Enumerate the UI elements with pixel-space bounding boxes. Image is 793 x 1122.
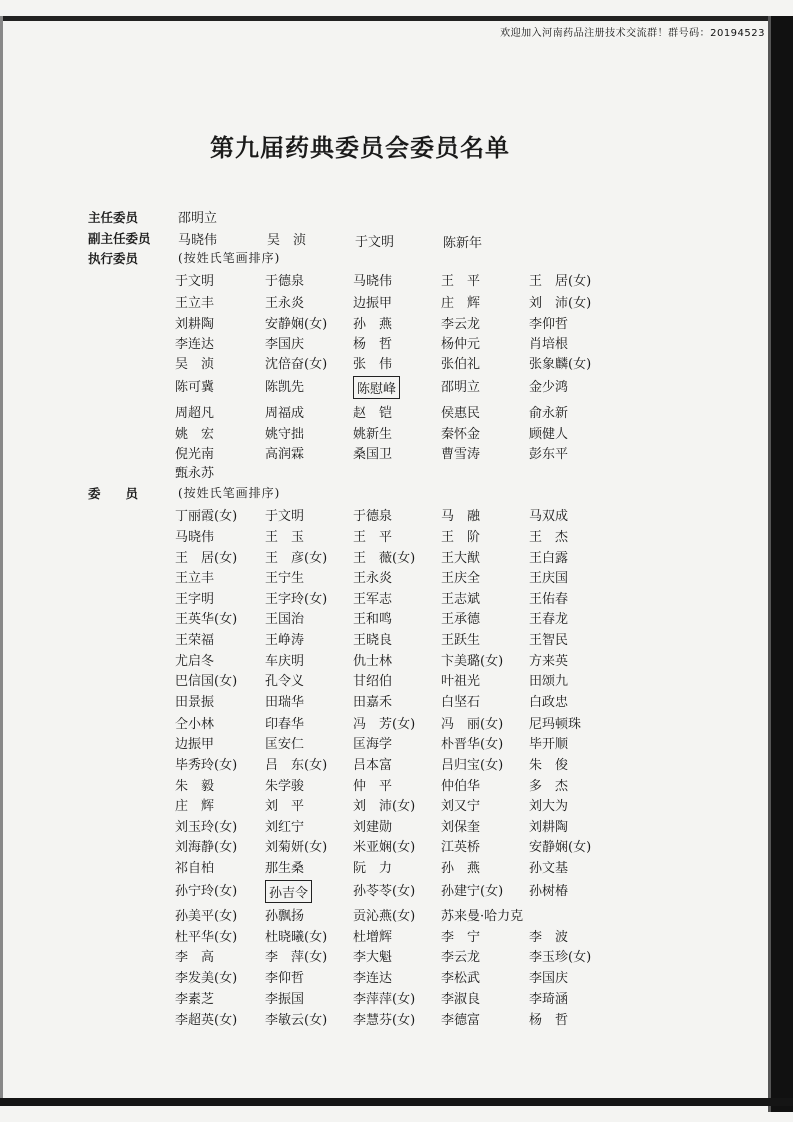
member-name: 李 波 (529, 930, 569, 945)
member-name: 匡海学 (353, 737, 393, 752)
member-name: 王 玉 (265, 530, 305, 545)
member-name: 姚新生 (353, 427, 393, 442)
member-name: 王 平 (441, 274, 481, 289)
member-name: 马 融 (441, 509, 481, 524)
member-name: 张伯礼 (441, 357, 481, 372)
member-name: 朱学骏 (265, 779, 305, 794)
member-name: 刘又宁 (441, 799, 481, 814)
member-name: 秦怀金 (441, 427, 481, 442)
member-name: 刘保奎 (441, 820, 481, 835)
member-name: 庄 辉 (441, 296, 481, 311)
member-name: 刘菊妍(女) (265, 840, 328, 855)
member-name: 田颂九 (529, 674, 569, 689)
member-name: 车庆明 (265, 654, 305, 669)
member-name: 王字玲(女) (265, 592, 328, 607)
member-name: 孙美平(女) (175, 909, 238, 924)
member-name: 李连达 (175, 337, 215, 352)
member-name: 高润霖 (265, 447, 305, 462)
exec-label: 执行委员 (88, 251, 139, 266)
member-name: 丁丽霞(女) (175, 509, 238, 524)
member-name: 刘 平 (265, 799, 305, 814)
member-name: 王白露 (529, 551, 569, 566)
member-name: 曹雪涛 (441, 447, 481, 462)
member-name: 叶祖光 (441, 674, 481, 689)
member-name: 李仰哲 (529, 317, 569, 332)
member-name: 白坚石 (441, 695, 481, 710)
member-label: 委 员 (88, 486, 139, 501)
member-name: 多 杰 (529, 779, 569, 794)
member-name: 田景振 (175, 695, 215, 710)
member-name: 陈凯先 (265, 380, 305, 395)
member-name: 孙吉令 (265, 880, 312, 903)
member-name: 毕开顺 (529, 737, 569, 752)
member-name: 王永炎 (265, 296, 305, 311)
member-name: 顾健人 (529, 427, 569, 442)
watermark-text: 欢迎加入河南药品注册技术交流群！群号码：20194523 (500, 28, 765, 39)
member-name: 王英华(女) (175, 612, 238, 627)
member-name: 王峥涛 (265, 633, 305, 648)
member-name: 王智民 (529, 633, 569, 648)
member-name: 沈倍奋(女) (265, 357, 328, 372)
member-name: 李松武 (441, 971, 481, 986)
exec-sort-note: (按姓氏笔画排序) (178, 251, 281, 265)
member-name: 孙飘扬 (265, 909, 305, 924)
member-name: 侯惠民 (441, 406, 481, 421)
member-name: 田嘉禾 (353, 695, 393, 710)
member-name: 刘耕陶 (175, 317, 215, 332)
member-name: 米亚娴(女) (353, 840, 416, 855)
member-name: 李国庆 (265, 337, 305, 352)
member-name: 俞永新 (529, 406, 569, 421)
member-name: 仲 平 (353, 779, 393, 794)
member-name: 庄 辉 (175, 799, 215, 814)
member-name: 杨仲元 (441, 337, 481, 352)
member-name: 王志斌 (441, 592, 481, 607)
member-name: 安静娴(女) (529, 840, 592, 855)
member-name: 杜平华(女) (175, 930, 238, 945)
member-name: 刘海静(女) (175, 840, 238, 855)
member-name: 李仰哲 (265, 971, 305, 986)
member-name: 李琦涵 (529, 992, 569, 1007)
member-name: 王和鸣 (353, 612, 393, 627)
member-name: 王荣福 (175, 633, 215, 648)
member-name: 吕本富 (353, 758, 393, 773)
member-sort-note: (按姓氏笔画排序) (178, 486, 281, 500)
member-name: 朴晋华(女) (441, 737, 504, 752)
member-name: 王庆国 (529, 571, 569, 586)
member-name: 王晓良 (353, 633, 393, 648)
member-name: 李敏云(女) (265, 1013, 328, 1028)
member-name: 吕归宝(女) (441, 758, 504, 773)
member-name: 孙 燕 (441, 861, 481, 876)
member-name: 李玉珍(女) (529, 950, 592, 965)
member-name: 甄永苏 (175, 466, 215, 481)
member-name: 李淑良 (441, 992, 481, 1007)
member-name: 王跃生 (441, 633, 481, 648)
member-name: 刘玉玲(女) (175, 820, 238, 835)
page-title: 第九届药典委员会委员名单 (210, 133, 510, 162)
vice-chair-name: 吴 浈 (267, 233, 307, 248)
member-name: 王 杰 (529, 530, 569, 545)
member-name: 孙文基 (529, 861, 569, 876)
member-name: 孙树椿 (529, 884, 569, 899)
member-name: 王永炎 (353, 571, 393, 586)
member-name: 方来英 (529, 654, 569, 669)
member-name: 姚 宏 (175, 427, 215, 442)
member-name: 孔令义 (265, 674, 305, 689)
member-name: 白政忠 (529, 695, 569, 710)
member-name: 孙建宁(女) (441, 884, 504, 899)
member-name: 刘红宁 (265, 820, 305, 835)
member-name: 阮 力 (353, 861, 393, 876)
member-name: 仝小林 (175, 717, 215, 732)
member-name: 王宁生 (265, 571, 305, 586)
scan-edge-bottom (0, 1098, 793, 1106)
vice-chair-label: 副主任委员 (88, 231, 151, 246)
member-name: 刘 沛(女) (529, 296, 592, 311)
member-name: 张 伟 (353, 357, 393, 372)
member-name: 李振国 (265, 992, 305, 1007)
member-name: 尤启冬 (175, 654, 215, 669)
member-name: 于文明 (175, 274, 215, 289)
member-name: 肖培根 (529, 337, 569, 352)
member-name: 杜晓曦(女) (265, 930, 328, 945)
member-name: 边振甲 (175, 737, 215, 752)
member-name: 王字明 (175, 592, 215, 607)
member-name: 朱 毅 (175, 779, 215, 794)
member-name: 李 萍(女) (265, 950, 328, 965)
member-name: 甘绍伯 (353, 674, 393, 689)
member-name: 李云龙 (441, 317, 481, 332)
member-name: 李超英(女) (175, 1013, 238, 1028)
member-name: 李素芝 (175, 992, 215, 1007)
member-name: 李大魁 (353, 950, 393, 965)
member-name: 李发美(女) (175, 971, 238, 986)
member-name: 刘 沛(女) (353, 799, 416, 814)
member-name: 王 彦(女) (265, 551, 328, 566)
member-name: 彭东平 (529, 447, 569, 462)
member-name: 孙苓苓(女) (353, 884, 416, 899)
vice-chair-name: 陈新年 (443, 236, 483, 251)
member-name: 毕秀玲(女) (175, 758, 238, 773)
scan-edge-right (771, 16, 793, 1112)
member-name: 王 平 (353, 530, 393, 545)
member-name: 王 阶 (441, 530, 481, 545)
member-name: 仲伯华 (441, 779, 481, 794)
member-name: 马晓伟 (175, 530, 215, 545)
chair-label: 主任委员 (88, 210, 139, 225)
member-name: 王军志 (353, 592, 393, 607)
member-name: 陈可冀 (175, 380, 215, 395)
member-name: 江英桥 (441, 840, 481, 855)
member-name: 马晓伟 (353, 274, 393, 289)
chair-name: 邵明立 (178, 211, 218, 226)
scan-edge-left (0, 16, 3, 1106)
member-name: 边振甲 (353, 296, 393, 311)
member-name: 吴 浈 (175, 357, 215, 372)
member-name: 王春龙 (529, 612, 569, 627)
member-name: 马双成 (529, 509, 569, 524)
member-name: 刘建勋 (353, 820, 393, 835)
member-name: 王庆全 (441, 571, 481, 586)
member-name: 王承德 (441, 612, 481, 627)
member-name: 李连达 (353, 971, 393, 986)
member-name: 尼玛顿珠 (529, 717, 582, 732)
member-name: 张象麟(女) (529, 357, 592, 372)
member-name: 陈慰峰 (353, 376, 400, 399)
member-name: 冯 丽(女) (441, 717, 504, 732)
member-name: 周超凡 (175, 406, 215, 421)
member-name: 刘耕陶 (529, 820, 569, 835)
member-name: 邵明立 (441, 380, 481, 395)
member-name: 巴信国(女) (175, 674, 238, 689)
member-name: 桑国卫 (353, 447, 393, 462)
member-name: 于文明 (265, 509, 305, 524)
member-name: 于德泉 (353, 509, 393, 524)
member-name: 安静娴(女) (265, 317, 328, 332)
member-name: 孙宁玲(女) (175, 884, 238, 899)
member-name: 李 高 (175, 950, 215, 965)
member-name: 李云龙 (441, 950, 481, 965)
member-name: 王国治 (265, 612, 305, 627)
member-name: 卞美璐(女) (441, 654, 504, 669)
member-name: 李国庆 (529, 971, 569, 986)
member-name: 吕 东(女) (265, 758, 328, 773)
member-name: 李慧芬(女) (353, 1013, 416, 1028)
member-name: 仇士林 (353, 654, 393, 669)
member-name: 杜增辉 (353, 930, 393, 945)
member-name: 李萍萍(女) (353, 992, 416, 1007)
member-name: 金少鸿 (529, 380, 569, 395)
member-name: 于德泉 (265, 274, 305, 289)
member-name: 王立丰 (175, 571, 215, 586)
member-name: 李德富 (441, 1013, 481, 1028)
member-name: 那生桑 (265, 861, 305, 876)
member-name: 周福成 (265, 406, 305, 421)
member-name: 赵 铠 (353, 406, 393, 421)
member-name: 王立丰 (175, 296, 215, 311)
member-name: 刘大为 (529, 799, 569, 814)
member-name: 贡沁燕(女) (353, 909, 416, 924)
member-name: 姚守拙 (265, 427, 305, 442)
member-name: 印春华 (265, 717, 305, 732)
member-name: 冯 芳(女) (353, 717, 416, 732)
member-name: 苏来曼·哈力克 (441, 909, 524, 924)
vice-chair-name: 马晓伟 (178, 233, 218, 248)
member-name: 王 居(女) (529, 274, 592, 289)
member-name: 李 宁 (441, 930, 481, 945)
member-name: 王 居(女) (175, 551, 238, 566)
member-name: 王 薇(女) (353, 551, 416, 566)
member-name: 田瑞华 (265, 695, 305, 710)
vice-chair-name: 于文明 (355, 235, 395, 250)
member-name: 朱 俊 (529, 758, 569, 773)
member-name: 孙 燕 (353, 317, 393, 332)
member-name: 王大猷 (441, 551, 481, 566)
member-name: 杨 哲 (529, 1013, 569, 1028)
member-name: 倪光南 (175, 447, 215, 462)
member-name: 杨 哲 (353, 337, 393, 352)
member-name: 匡安仁 (265, 737, 305, 752)
scan-edge-top (0, 16, 793, 21)
member-name: 祁自柏 (175, 861, 215, 876)
member-name: 王佑春 (529, 592, 569, 607)
